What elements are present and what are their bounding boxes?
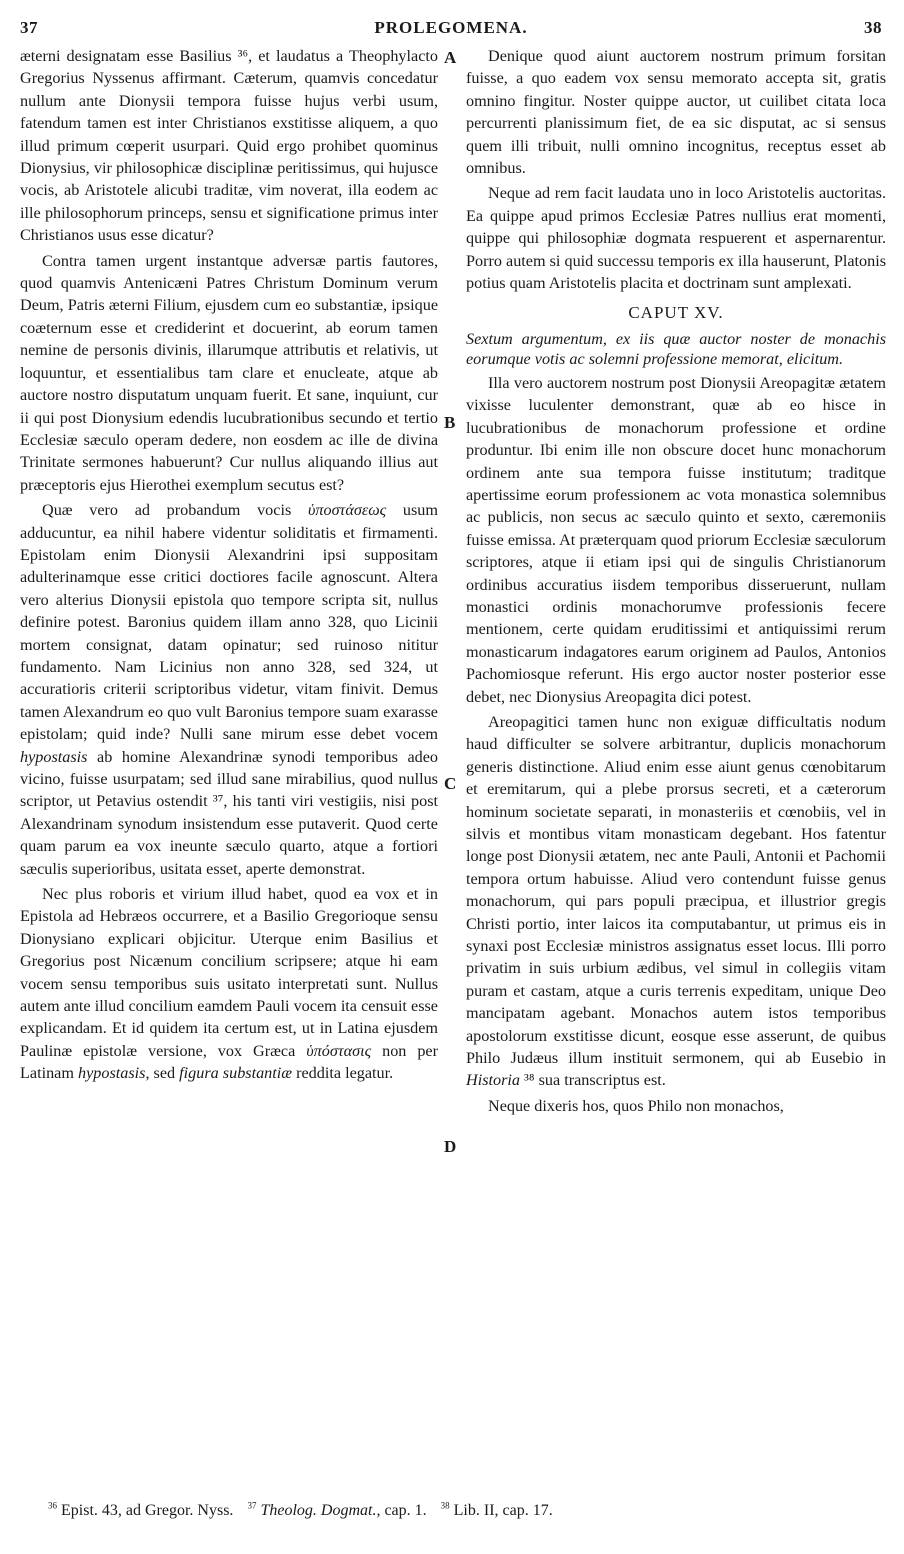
footnote-mark: 36 bbox=[48, 1500, 57, 1511]
left-paragraph-2: Contra tamen urgent instantque adversæ partis fautores, quod quamvis Antenicæni Patres Christum Dominum verum Deum, Patris æterni Filium, ejusdem cum eo substantiæ, ipsique coæternum esse et crediderint et docuerint, ab eorum tamen nemine de personis divinis, illarumque attributis et relativis, ut loquuntur, et essentialibus tam clare et enucleate, atque ab auctore nostro disputatum unquam fuerit. Et sane, inquiunt, cur ii qui post Dionysium edendis lucubrationibus secundo et tertio Ecclesiæ sæculo operam dedere, non eosdem ac ille de divina Trinitate sermones habuerunt? Cur nullus aliquando illius aut præceptoris ejus Hierothei exemplum secutus est? bbox=[20, 251, 438, 494]
footnote-text: Epist. 43, ad Gregor. Nyss. bbox=[61, 1502, 234, 1519]
margin-marker-d: D bbox=[444, 1137, 457, 1156]
right-column bbox=[466, 45, 886, 1120]
text-run: Areopagitici tamen hunc non exiguæ difficultatis nodum haud difficulter se solvere arbitrantur, duplicis monachorum generis distinctione. Aliud enim esse aiunt genus cœnobitarum et eremitarum, qui a plebe prorsus secreti, et a cæterorum hominum societate separati, in monasteriis et cœnobiis, vel in silvis et montibus vitam monasticam degebant. Hos fatentur longe post Dionysii ætatem, nec ante Pauli, Antonii et Pachomii tempora ortum habuisse. Aliud vero contendunt fuisse genus monachorum, qui pars populi præcipua, et illustrior gregis Christi portio, inter laicos ita computabantur, ut primus eis in synaxi post Ecclesiæ ministros assignatus esset locus. Illi porro privatim in suis urbium ædibus, vel simul in collegiis vitam puram et castam, atque a curis terrenis expeditam, unique Deo mancipatam agebant. Monachos autem istos temporibus apostolorum exstitisse dicunt, eosque esse asserunt, de quibus Philo Judæus illum instituit sermonem, qui ab Eusebio in bbox=[466, 712, 886, 1068]
text-run: ab homine Alexandrinæ synodi temporibus adeo vicino, fuisse usurpatam; sed illud sane mirabilius, quod nullus scriptor, ut Petavius ostendit ³⁷, his tanti viri vestigiis, nisi post Alexandrinam synodum insistendum esse putaverit. Quod certe quam parum ea vox ineunte sæculo quarto, atque a fortiori sæculis superioribus, usitata esset, aperte demonstrat. bbox=[20, 747, 438, 878]
running-title: PROLEGOMENA. bbox=[374, 18, 528, 37]
footnote-mark: 38 bbox=[440, 1500, 450, 1511]
chapter-summary: Sextum argumentum, ex iis quæ auctor noster de monachis eorumque votis ac solemni professione memorat, elicitum. bbox=[466, 329, 886, 368]
margin-marker-c: C bbox=[444, 774, 457, 793]
page-number-left: 37 bbox=[20, 18, 38, 37]
text-run: , sed bbox=[145, 1064, 180, 1083]
footnote-mark: 37 bbox=[247, 1500, 257, 1511]
italic-term: hypostasis bbox=[20, 747, 88, 766]
right-paragraph-2: Neque ad rem facit laudata uno in loco Aristotelis auctoritas. Ea quippe apud primos Ecclesiæ Patres nullius erat momenti, quippe qui philosophiæ dogmata respuerent et aspernarentur. Porro autem si quid successu temporis ex illa hauserunt, Platonis potius quam Aristotelis placita et doctrinam sunt amplexati. bbox=[466, 184, 886, 293]
text-run: non per Latinam bbox=[20, 1041, 439, 1083]
footnote-37 bbox=[247, 1502, 426, 1519]
italic-term: Historia bbox=[466, 1071, 520, 1090]
text-run: Quæ vero ad probandum vocis bbox=[42, 501, 308, 520]
chapter-title: CAPUT XV. bbox=[628, 303, 724, 323]
running-header bbox=[20, 10, 882, 36]
left-paragraph-1: æterni designatam esse Basilius ³⁶, et laudatus a Theophylacto Gregorius Nyssenus affirmant. Cæterum, quamvis concedatur nullum ante Dionysii tempora fuisse hujus verbi usum, fatendum tamen est inter Christianos exstitisse aliquem, a quo illud primum cœperit usurpari. Quid ergo prohibet quominus Dionysius, vir philosophicæ disciplinæ peritissimus, qui hujusce vocis, ab Aristotele alicubi traditæ, vim noverat, illa eodem ac ille philosophorum princeps, sensu et significatione primus inter Christianos usus esse dicatur? bbox=[20, 47, 438, 245]
italic-term: figura substantiæ bbox=[179, 1064, 293, 1083]
footnotes bbox=[48, 1502, 868, 1520]
right-paragraph-3: Illa vero auctorem nostrum post Dionysii Areopagitæ ætatem vixisse luculenter demonstrant, quæ ab eo hisce in lucubrationibus de monachorum professione et ordine produntur. Ibi enim ille non obscure docet hunc monachorum ordinem ante sua tempora fuisse institutum; traditque apertissime eorum professionem ac vota monastica solemnibus ac publicis, non secus ac sæculo quinto et sexto, cæremoniis fuisse emissa. At præterquam quod priorum Ecclesiæ sæculorum scriptores, atque ii etiam ipsi qui de singulis Christianorum ordinibus accuratius iisdem temporibus disseruerunt, nullam monastici ordinis monachorumve professionis fecere mentionem, certe quidam eruditissimi et antiquissimi rerum monasticarum indagatores earum originem ad Paulos, Antonios Pachomiosque referunt. His ergo auctor noster posterior esse debet, nec Dionysius Areopagita dici potest. bbox=[466, 373, 886, 706]
footnote-38 bbox=[441, 1502, 553, 1519]
left-paragraph-3 bbox=[20, 499, 438, 880]
italic-term: hypostasis bbox=[77, 1064, 146, 1083]
text-run: reddita legatur. bbox=[292, 1064, 394, 1083]
margin-marker-a: A bbox=[444, 48, 457, 67]
text-run: ³⁸ sua transcriptus est. bbox=[519, 1071, 666, 1090]
left-paragraph-4 bbox=[20, 883, 438, 1085]
footnote-title: Theolog. Dogmat. bbox=[260, 1502, 377, 1519]
greek-word: ὑπόστασις bbox=[306, 1041, 372, 1060]
margin-marker-b: B bbox=[444, 413, 456, 432]
page-number-right: 38 bbox=[864, 18, 882, 37]
footnote-text: Lib. II, cap. 17. bbox=[453, 1502, 553, 1519]
footnote-36 bbox=[48, 1502, 233, 1519]
right-paragraph-1: Denique quod aiunt auctorem nostrum primum forsitan fuisse, a quo eadem vox sensu memorato accepta sit, gratis omnino fingitur. Noster quippe auctor, ut cuilibet citata loca percurrenti planissimum fiet, de ea sic disputat, ac si sensus quem illi tribuit, nulli omnino incognitus, receptus esset ab omnibus. bbox=[466, 47, 886, 178]
left-column bbox=[20, 45, 438, 1088]
footnote-text: , cap. 1. bbox=[376, 1502, 427, 1519]
right-paragraph-5: Neque dixeris hos, quos Philo non monachos, bbox=[488, 1096, 784, 1115]
greek-word: ὑποστάσεως bbox=[307, 501, 387, 520]
text-run: usum adducuntur, ea nihil habere videntur soliditatis et firmamenti. Epistolam enim Dionysii Alexandrini ipsi suppositam adulterinamque esse critici doctiores facile agnoscunt. Altera vero alterius Dionysii epistola quo tempore scripta sit, nullus definire potest. Baronius quidem illam anno 328, quo Licinii mortem consignat, datam opinatur; sed ruinoso nititur fundamento. Nam Licinius non anno 328, sed 324, ut accuratioris criterii scriptoribus videtur, vitam finivit. Demus tamen Alexandrum eo quo vult Baronius tempore suam exarasse epistolam; quid inde? Nulli sane mirum esse debet vocem bbox=[20, 501, 438, 744]
text-run: Nec plus roboris et virium illud habet, quod ea vox et in Epistola ad Hebræos occurrere, et a Basilio Gregorioque sensu Dionysiano explicari objicitur. Uterque enim Basilius et Gregorius post Nicænum concilium scripsere; atque hi eam vocem sensu temporibus suis usitato interpretati sunt. Nullus autem ante illud concilium eamdem Pauli vocem ita censuit esse explicandam. Et id quidem ita certum est, ut in Latina ejusdem Paulinæ epistolæ versione, vox Græca bbox=[20, 885, 438, 1060]
right-paragraph-4 bbox=[466, 711, 886, 1092]
